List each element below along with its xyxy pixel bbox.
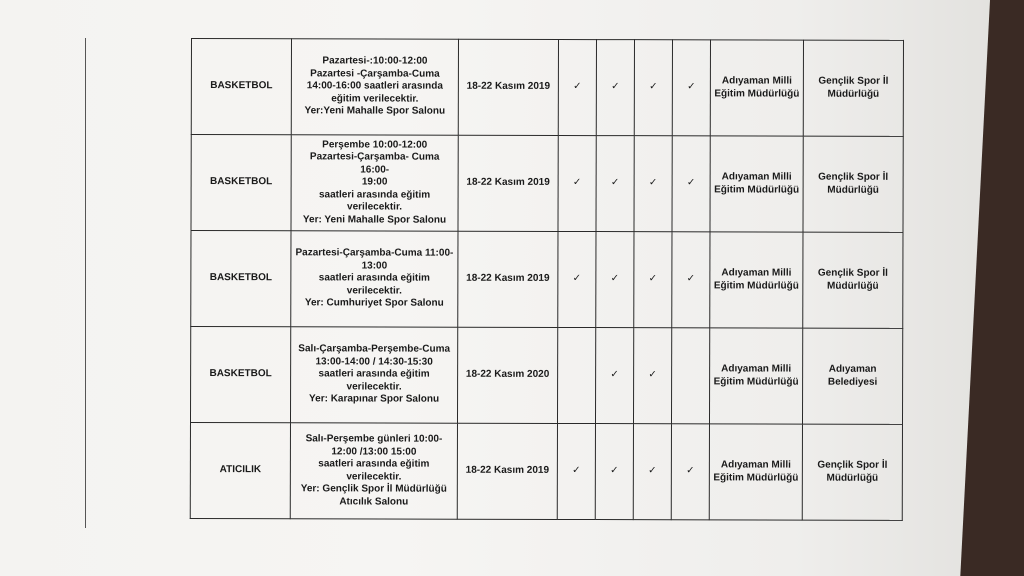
check-icon: ✓ (572, 465, 581, 477)
description-line: eğitim verilecektir. (331, 93, 419, 105)
table-row (190, 423, 902, 521)
partner-cell: Gençlik Spor İl Müdürlüğü (802, 424, 902, 520)
check-icon: ✓ (611, 81, 620, 93)
description-line: Pazartesi-Çarşamba-Cuma 11:00- (295, 247, 454, 259)
checkmark-cell (634, 232, 672, 328)
description-line: verilecektir. (347, 201, 403, 213)
checkmark-cell (672, 40, 710, 136)
check-icon: ✓ (610, 465, 619, 477)
organizer-cell: Adıyaman Milli Eğitim Müdürlüğü (710, 40, 803, 136)
description-line: Pazartesi-:10:00-12:00 (322, 55, 428, 67)
check-icon: ✓ (686, 273, 696, 285)
checkmark-cell (557, 423, 595, 519)
description-line: Salı-Çarşamba-Perşembe-Cuma (298, 343, 451, 355)
checkmark-cell (672, 232, 710, 328)
organizer-cell: Adıyaman Milli Eğitim Müdürlüğü (709, 328, 802, 424)
description-line: Pazartesi -Çarşamba-Cuma (310, 68, 440, 80)
description-cell (291, 39, 458, 135)
check-icon: ✓ (686, 177, 696, 189)
date-cell: 18-22 Kasım 2019 (458, 231, 558, 327)
checkmark-cell (633, 424, 671, 520)
description-line: Yer:Yeni Mahalle Spor Salonu (304, 105, 446, 117)
check-icon: ✓ (686, 465, 695, 477)
checkmark-cell (671, 424, 709, 520)
description-line: 13:00 (361, 260, 388, 272)
checkmark-cell (633, 328, 671, 424)
description-cell (290, 327, 457, 423)
sport-cell: BASKETBOL (191, 39, 291, 135)
check-icon: ✓ (648, 177, 658, 189)
check-icon: ✓ (572, 273, 582, 285)
partner-cell: Adıyaman Belediyesi (802, 328, 902, 424)
check-icon: ✓ (573, 81, 582, 93)
table-row (191, 135, 903, 233)
description-line: Perşembe 10:00-12:00 (322, 139, 428, 151)
description-line: saatleri arasında eğitim (318, 368, 430, 380)
checkmark-cell (596, 40, 634, 136)
check-icon: ✓ (648, 369, 657, 381)
check-icon: ✓ (687, 81, 696, 93)
checkmark-cell (672, 136, 710, 232)
table-row (191, 231, 903, 329)
description-line: 13:00-14:00 / 14:30-15:30 (315, 356, 433, 368)
description-line: Salı-Perşembe günleri 10:00- (305, 433, 443, 445)
margin-line (85, 38, 86, 528)
checkmark-cell (558, 39, 596, 135)
description-line: 12:00 /13:00 15:00 (331, 445, 417, 458)
description-line: saatleri arasında eğitim (318, 458, 430, 470)
date-cell: 18-22 Kasım 2020 (457, 327, 557, 423)
description-line: saatleri arasında eğitim (318, 272, 430, 284)
description-line: verilecektir. (346, 285, 402, 297)
sport-cell: BASKETBOL (191, 231, 291, 327)
checkmark-cell (557, 327, 595, 423)
check-icon: ✓ (648, 465, 657, 477)
date-cell: 18-22 Kasım 2019 (458, 39, 558, 135)
check-icon: ✓ (610, 177, 620, 189)
date-cell: 18-22 Kasım 2019 (457, 423, 557, 519)
description-line: Atıcılık Salonu (339, 495, 409, 508)
checkmark-cell (634, 136, 672, 232)
check-icon: ✓ (648, 273, 658, 285)
description-line: verilecektir. (346, 381, 402, 393)
checkmark-cell (595, 328, 633, 424)
checkmark-cell (558, 231, 596, 327)
description-cell (290, 423, 457, 519)
checkmark-cell (596, 136, 634, 232)
check-icon: ✓ (572, 177, 582, 189)
partner-cell: Gençlik Spor İl Müdürlüğü (803, 136, 903, 232)
description-line: 14:00-16:00 saatleri arasında (306, 80, 443, 92)
table-row (191, 39, 903, 137)
description-line: Yer: Cumhuriyet Spor Salonu (304, 297, 444, 309)
organizer-cell: Adıyaman Milli Eğitim Müdürlüğü (710, 136, 803, 232)
description-cell (291, 135, 458, 231)
check-icon: ✓ (610, 273, 620, 285)
sport-cell: BASKETBOL (190, 327, 290, 423)
description-line: Yer: Karapınar Spor Salonu (309, 393, 440, 405)
description-line: verilecektir. (346, 470, 402, 483)
organizer-cell: Adıyaman Milli Eğitim Müdürlüğü (709, 424, 802, 520)
description-line: Yer: Gençlik Spor İl Müdürlüğü (300, 483, 447, 495)
sport-cell: BASKETBOL (191, 135, 291, 231)
partner-cell: Gençlik Spor İl Müdürlüğü (803, 40, 903, 136)
date-cell: 18-22 Kasım 2019 (458, 135, 558, 231)
description-line: Pazartesi-Çarşamba- Cuma 16:00- (309, 151, 440, 176)
check-icon: ✓ (649, 81, 658, 93)
partner-cell: Gençlik Spor İl Müdürlüğü (803, 232, 903, 328)
description-line: 19:00 (361, 176, 388, 188)
sport-cell: ATICILIK (190, 423, 290, 519)
description-cell (291, 231, 458, 327)
checkmark-cell (671, 328, 709, 424)
schedule-table (190, 38, 904, 521)
checkmark-cell (595, 424, 633, 520)
description-line: saatleri arasında eğitim (318, 189, 431, 201)
checkmark-cell (634, 40, 672, 136)
organizer-cell: Adıyaman Milli Eğitim Müdürlüğü (710, 232, 803, 328)
check-icon: ✓ (610, 369, 619, 381)
description-line: Yer: Yeni Mahalle Spor Salonu (302, 214, 447, 226)
table-row (190, 327, 902, 425)
checkmark-cell (596, 232, 634, 328)
checkmark-cell (558, 135, 596, 231)
